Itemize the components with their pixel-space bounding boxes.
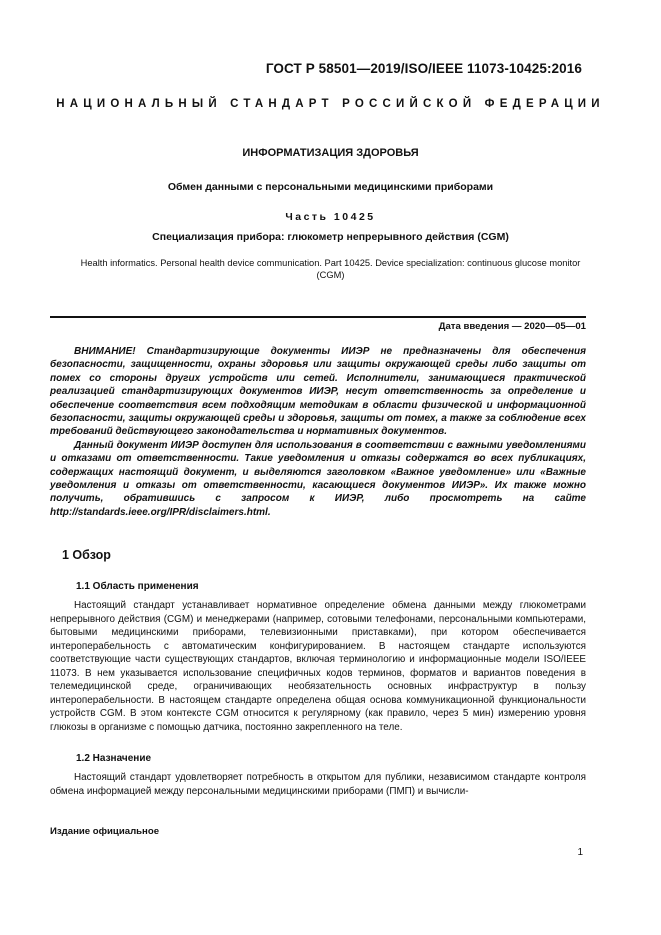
ieee-notice [50,345,586,519]
document-number: ГОСТ Р 58501—2019/ISO/IEEE 11073-10425:2016 [265,61,582,76]
title-english: Health informatics. Personal health device communication. Part 10425. Device specialization: continuous glucose monitor (CGM) [80,258,581,280]
official-edition-label: Издание официальное [50,826,160,837]
title-specialization: Специализация прибора: глюкометр непрерывного действия (CGM) [152,231,509,243]
horizontal-rule [50,316,586,318]
title-main: ИНФОРМАТИЗАЦИЯ ЗДОРОВЬЯ [242,147,419,159]
notice-paragraph-1: ВНИМАНИЕ! Стандартизирующие документы ИИЭР не предназначены для обеспечения безопасности, защищенности, охраны здоровья или защиты окружающей среды либо защиты от помех со стороны других устройств или сетей. Исполнители, занимающиеся практической реализацией стандартизирующих документов ИИЭР, несут ответственность за определение и обеспечение соответствия всем подходящим методикам в области физической и информационной безопасности, защиты окружающей среды и здоровья, защиты от помех, а также за соблюдение всех требований действующего законодательства и нормативных документов. [50,346,586,438]
subsection-1-1-title: 1.1 Область применения [76,581,199,592]
scope-paragraph: Настоящий стандарт устанавливает нормативное определение обмена данными между глюкометрами непрерывного действия (CGM) и менеджерами (например, сотовыми телефонами, персональными компьютерами, бытовыми медицинскими приборами, телевизионными приставками), при котором обеспечивается интероперабельность с автоматическим конфигурированием. В настоящем стандарте используются соответствующие части существующих стандартов, включая терминологию и информационные модели ISO/IEEE 11073. В нем указывается использование специфичных кодов терминов, форматов и вариантов поведения в телемедицинской среде, ограничивающих необязательность основных инфраструктур в пользу интероперабельности. В настоящем стандарте определена общая основа коммуникационной функциональности устройств CGM. В этом контексте CGM относится к регулярному (как правило, через 5 мин) измерению уровня глюкозы в организме с помощью датчика, постоянно закрепленного на теле. [50,600,586,733]
title-subject: Обмен данными с персональными медицинскими приборами [167,181,494,193]
section-1-title: 1 Обзор [62,548,111,562]
notice-paragraph-2: Данный документ ИИЭР доступен для использования в соответствии с важными уведомлениями и отказами от ответственности. Такие уведомления и отказы содержатся во всех публикациях, содержащих настоящий документ, и выделяются заголовком «Важное уведомление» или «Важные уведомления и отказы от ответственности, касающиеся документов ИИЭР». Их также можно получить, обратившись с запросом к ИИЭР, либо просмотреть на сайте http://standards.ieee.org/IPR/disclaimers.html. [50,439,586,518]
national-standard-heading: НАЦИОНАЛЬНЫЙ СТАНДАРТ РОССИЙСКОЙ ФЕДЕРАЦИИ [56,98,605,110]
title-part: Часть 10425 [285,211,376,223]
subsection-1-2-title: 1.2 Назначение [76,753,152,764]
subsection-1-2-text [50,771,586,798]
page-number: 1 [577,847,583,858]
subsection-1-1-text [50,599,586,734]
introduction-date: Дата введения — 2020—05—01 [438,321,586,332]
purpose-paragraph: Настоящий стандарт удовлетворяет потребность в открытом для публики, независимом стандарте контроля обмена информацией между персональными медицинскими приборами (ПМП) и вычисли- [50,772,586,797]
